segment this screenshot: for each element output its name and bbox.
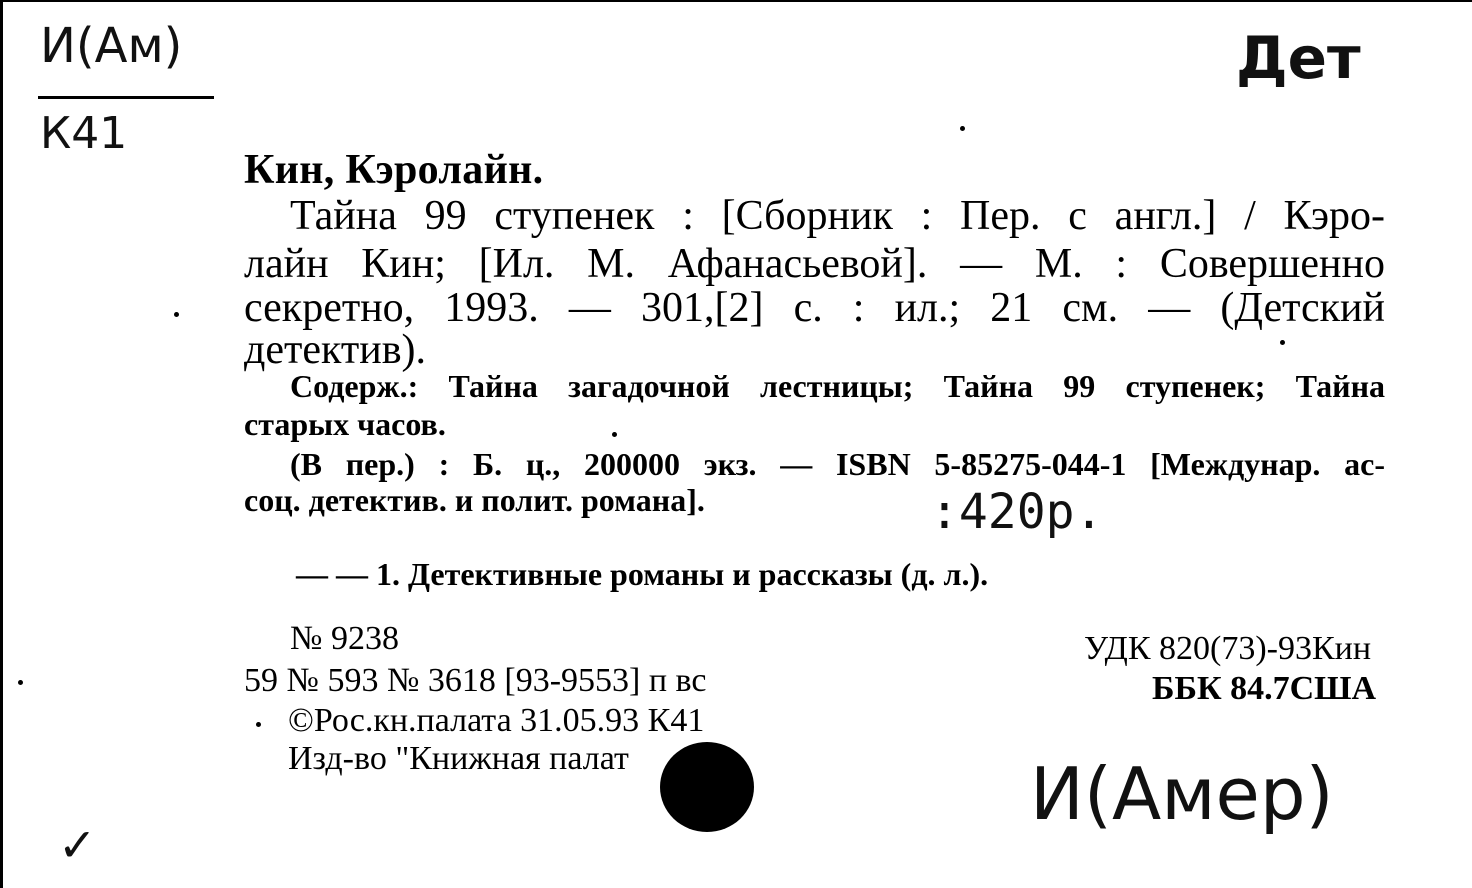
handwritten-note-top-left: И(Ам) [40,18,183,74]
card-top-edge [0,0,1472,2]
handwritten-note-top-right: Дет [1236,24,1361,92]
handwritten-note-bottom-right: И(Амер) [1030,752,1334,836]
card-left-edge [0,0,3,888]
udk-code: УДК 820(73)-93Кин [1084,630,1372,667]
title-line-3: секретно, 1993. — 301,[2] с. : ил.; 21 см. — (Детский [244,285,1385,331]
speck [960,126,965,131]
bbk-code: ББК 84.7США [1152,670,1377,707]
title-line-1: Тайна 99 ступенек : [Сборник : Пер. с англ.] / Кэро- [290,193,1385,239]
copyright-line: ©Рос.кн.палата 31.05.93 К41 [288,702,705,739]
author-heading: Кин, Кэролайн. [244,147,544,193]
binding-line-2: соц. детектив. и полит. романа]. [244,482,705,518]
contents-line-2: старых часов. [244,406,446,442]
speck [1280,340,1285,345]
binding-line-1: (В пер.) : Б. ц., 200000 экз. — ISBN 5-85275-044-1 [Междунар. ас- [290,446,1385,482]
speck [612,432,617,437]
speck [256,722,261,727]
speck [174,312,179,317]
ink-blot [660,742,754,832]
speck [18,680,23,685]
handwritten-shelf-mark: К41 [40,108,128,159]
handwritten-underline [38,96,214,99]
check-mark-icon: ✓ [58,818,97,872]
subject-heading: — — 1. Детективные романы и рассказы (д. л.). [296,556,989,592]
publisher-line: Изд-во "Книжная палат [288,740,629,777]
contents-line-1: Содерж.: Тайна загадочной лестницы; Тайна 99 ступенек; Тайна [290,368,1385,404]
record-number-2: 59 № 593 № 3618 [93-9553] п вс [244,662,707,699]
price-stamp: :420р. [930,484,1104,540]
title-line-2: лайн Кин; [Ил. М. Афанасьевой]. — М. : Совершенно [244,241,1385,287]
title-line-4: детектив). [244,327,427,373]
record-number-1: № 9238 [290,620,399,657]
